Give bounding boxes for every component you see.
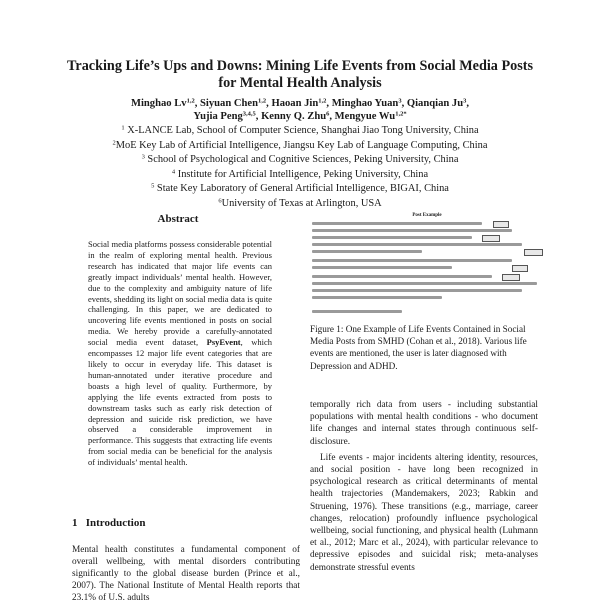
author: Haoan Jin$^{1,2}$ bbox=[271, 97, 327, 109]
author: Minghao Yuan$^3$ bbox=[331, 97, 402, 109]
author-list bbox=[40, 97, 560, 123]
figure-post-example bbox=[312, 213, 542, 318]
introduction-text: Mental health constitutes a fundamental component of overall wellbeing, with mental disorders contributing significantly to the global disease burden (Prince et al., 2007). The National Institute of Mental Health reports that 23.1% of U.S. adults bbox=[72, 545, 300, 603]
figure-text-line bbox=[312, 282, 537, 285]
affiliation: $^1$ X-LANCE Lab, School of Computer Science, Shanghai Jiao Tong University, China bbox=[121, 124, 479, 136]
figure-text-line bbox=[312, 259, 512, 262]
figure-text-line bbox=[312, 289, 522, 292]
figure-text-line bbox=[312, 296, 442, 299]
figure-text-line bbox=[312, 229, 512, 232]
paragraph: temporally rich data from users - including substantial populations with mental health conditions - who document life changes and internal states through continuous self-disclosure. bbox=[310, 400, 538, 447]
figure-event-tag bbox=[502, 274, 520, 281]
section-heading-introduction: 1 Introduction bbox=[72, 517, 146, 529]
figure-caption: Figure 1: One Example of Life Events Contained in Social Media Posts from SMHD (Cohan et al., 2018). Various life events are mentioned, the user is later diagnosed with Depression and ADHD. bbox=[310, 324, 527, 371]
figure-text-line bbox=[312, 266, 452, 269]
figure-text-line bbox=[312, 236, 472, 239]
figure-text-line bbox=[312, 310, 402, 313]
author: Qianqian Ju$^3$ bbox=[406, 97, 467, 109]
author: Minghao Lv$^{1,2}$ bbox=[130, 97, 195, 109]
abstract-body: Social media platforms possess considerable potential in the realm of exploring mental health. Previous research has indicated that major life events can greatly impact individuals’ mental health. However, due to the complexity and ambiguity nature of life events, shedding its light on social media data is quite challenging. In this paper, we are dedicated to uncovering life events mentioned in posts on social media. We hereby provide a carefully-annotated social media event dataset, PsyEvent, which encompasses 12 major life event categories that are likely to occur in everyday life. This dataset is human-annotated under iterative procedure and boasts a high level of quality. Furthermore, by applying the life events extracted from posts to downstream tasks such as early risk detection of depression and suicide risk prediction, we have observed a considerable improvement in performance. This suggests that extracting life events from social media can be beneficial for the analysis of individuals’ mental health. bbox=[88, 239, 272, 468]
affiliation: $^4$ Institute for Artificial Intelligence, Peking University, China bbox=[171, 168, 429, 180]
author-line-2: Yujia Peng$^{3,4,5}$, Kenny Q. Zhu$^6$, Mengyue $Wu^{1,2*}$ bbox=[193, 110, 407, 122]
abstract-heading: Abstract bbox=[157, 213, 199, 225]
figure-title: Post Example bbox=[412, 213, 442, 218]
right-column-text bbox=[310, 399, 538, 574]
figure-text-line bbox=[312, 275, 492, 278]
dataset-name: PsyEvent bbox=[206, 337, 241, 348]
figure-event-tag bbox=[493, 221, 509, 228]
affiliation: $^3$ School of Psychological and Cognitive Sciences, Peking University, China bbox=[141, 153, 459, 165]
affiliation: $^6$University of Texas at Arlington, USA bbox=[218, 197, 382, 209]
affiliation-list bbox=[40, 124, 560, 211]
paper-title: Tracking Life’s Ups and Downs: Mining Life Events from Social Media Posts for Mental Health Analysis bbox=[67, 58, 533, 91]
affiliation: $^5$ State Key Laboratory of General Artificial Intelligence, BIGAI, China bbox=[151, 182, 449, 194]
author: Siyuan Chen$^{1,2}$ bbox=[200, 97, 267, 109]
author: Mengyue $Wu^{1,2*}$ bbox=[334, 110, 407, 122]
paragraph: Life events - major incidents altering identity, resources, and social position - have long been recognized in psychological research as critical determinants of mental health trajectories (Mandemakers, 2023; Rabkin and Struening, 1976). These transitions (e.g., marriage, career changes, relocation) profoundly influence psychological wellbeing, social functioning, and physical health (Luhmann et al., 2012; Marc et al., 2024), with particular relevance to depressive episodes and suicidal risk; meta-analyses demonstrate stressful events bbox=[310, 452, 538, 573]
figure-event-tag bbox=[524, 249, 543, 256]
author: Kenny Q. Zhu$^6$ bbox=[261, 110, 330, 122]
figure-text-line bbox=[312, 250, 422, 253]
figure-event-tag bbox=[482, 235, 500, 242]
author-line-1: Minghao Lv$^{1,2}$, Siyuan Chen$^{1,2}$, Haoan Jin$^{1,2}$, Minghao Yuan$^3$, Qianqian Ju$^3$, bbox=[130, 97, 470, 109]
figure-text-line bbox=[312, 222, 482, 225]
author: Yujia Peng$^{3,4,5}$ bbox=[193, 110, 256, 122]
figure-text-line bbox=[312, 243, 522, 246]
affiliation: $^2$MoE Key Lab of Artificial Intelligence, Jiangsu Key Lab of Language Computing, China bbox=[112, 139, 488, 151]
figure-event-tag bbox=[512, 265, 528, 272]
